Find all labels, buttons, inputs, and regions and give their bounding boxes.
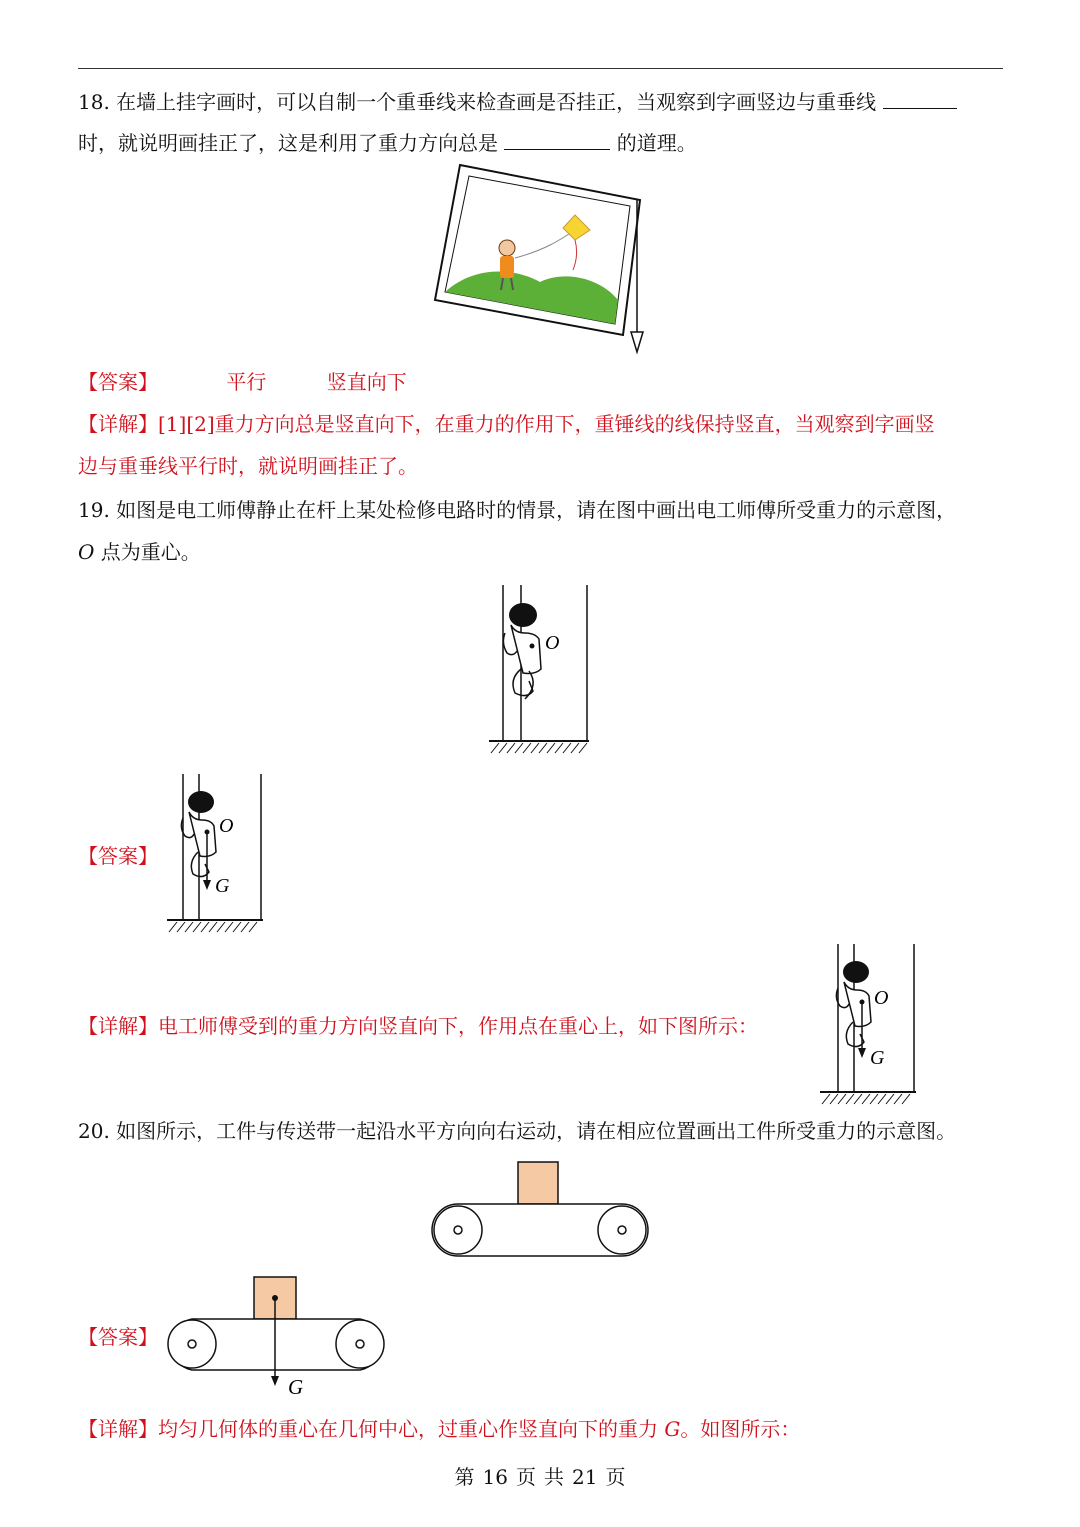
q19-o-label: O — [78, 540, 95, 564]
q18-answer2: 竖直向下 — [326, 370, 407, 394]
q18-detail-line1 — [78, 410, 935, 438]
q20-line1 — [78, 1117, 956, 1145]
q18-blank1 — [883, 86, 957, 109]
q19-line2 — [78, 538, 201, 566]
footer-page-label: 第 — [454, 1465, 475, 1489]
q19-number: 19. — [78, 498, 110, 522]
q18-detail-text1: [1][2]重力方向总是竖直向下，在重力的作用下，重锤线的线保持竖直，当观察到字画竖 — [158, 412, 935, 436]
q20-number: 20. — [78, 1119, 110, 1143]
answer-tag: 【答案】 — [78, 370, 158, 394]
q18-text2a: 时，就说明画挂正了，这是利用了重力方向总是 — [78, 131, 498, 155]
answer-tag: 【答案】 — [78, 844, 158, 868]
header-rule — [78, 68, 1003, 69]
q20-answer — [78, 1323, 158, 1351]
q18-detail-line2 — [78, 452, 418, 480]
detail-tag: 【详解】 — [78, 1417, 158, 1441]
q18-text2b: 的道理。 — [616, 131, 697, 155]
q18-number: 18. — [78, 90, 110, 114]
q19-text2: 点为重心。 — [94, 540, 201, 564]
q19-text1: 如图是电工师傅静止在杆上某处检修电路时的情景，请在图中画出电工师傅所受重力的示意图， — [116, 498, 957, 522]
q19-detail — [78, 1012, 758, 1040]
conveyor-belt-figure — [430, 1160, 652, 1258]
q20-text1: 如图所示，工件与传送带一起沿水平方向向右运动，请在相应位置画出工件所受重力的示意图。 — [116, 1119, 957, 1143]
electrician-answer-figure — [165, 772, 265, 937]
q18-answer1: 平行 — [226, 370, 267, 394]
footer-page-label3: 页 — [605, 1465, 626, 1489]
q19-line1 — [78, 496, 956, 524]
q18-text1: 在墙上挂字画时，可以自制一个重垂线来检查画是否挂正，当观察到字画竖边与重垂线 — [116, 90, 877, 114]
electrician-pole-figure — [485, 583, 595, 758]
q19-answer-g-label: G — [215, 875, 230, 897]
q19-detail-o-label: O — [874, 987, 889, 1009]
conveyor-answer-figure — [164, 1274, 390, 1404]
hanging-picture-figure — [425, 160, 655, 360]
q19-fig-o-label: O — [545, 632, 560, 654]
q18-answer — [78, 368, 407, 396]
q18-blank2 — [504, 127, 610, 150]
q18-line1 — [78, 86, 957, 116]
electrician-detail-figure — [818, 942, 918, 1110]
q20-detail-text-b: 。如图所示： — [680, 1417, 801, 1441]
q20-answer-g-label: G — [288, 1375, 304, 1399]
footer-page-label2: 页 — [516, 1465, 536, 1489]
q18-detail-text2: 边与重垂线平行时，就说明画挂正了。 — [78, 454, 418, 478]
detail-tag: 【详解】 — [78, 1014, 158, 1038]
detail-tag: 【详解】 — [78, 412, 158, 436]
page-footer — [0, 1461, 1080, 1490]
footer-total-number: 21 — [572, 1465, 598, 1489]
q20-detail-g: G — [664, 1417, 681, 1441]
q19-detail-g-label: G — [870, 1047, 885, 1069]
footer-total-label: 共 — [544, 1465, 564, 1489]
q18-line2 — [78, 127, 697, 157]
answer-tag: 【答案】 — [78, 1325, 158, 1349]
q19-answer — [78, 842, 158, 870]
q19-detail-text: 电工师傅受到的重力方向竖直向下，作用点在重心上，如下图所示： — [158, 1014, 758, 1038]
q20-detail-text-a: 均匀几何体的重心在几何中心，过重心作竖直向下的重力 — [158, 1417, 665, 1441]
workpiece-block — [518, 1162, 558, 1204]
q19-answer-o-label: O — [219, 815, 234, 837]
q20-detail — [78, 1415, 800, 1443]
footer-page-number: 16 — [482, 1465, 508, 1489]
